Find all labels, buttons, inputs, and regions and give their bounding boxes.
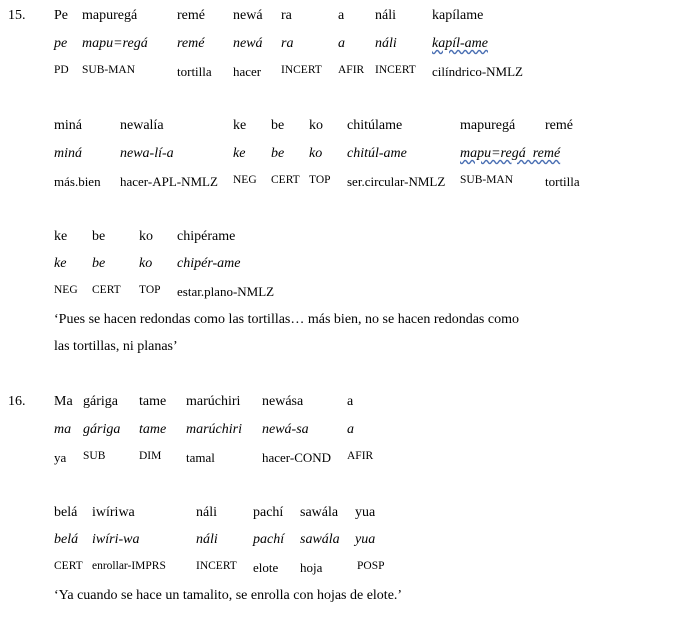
morpheme: iwíri-wa (92, 532, 140, 547)
word-line (0, 394, 699, 414)
word: newása (262, 394, 304, 409)
gloss-line (0, 560, 699, 580)
gloss: INCERT (375, 64, 416, 76)
gloss: CERT (271, 174, 300, 186)
word: pachí (253, 505, 284, 520)
morpheme: náli (375, 36, 397, 51)
gloss: tortilla (545, 174, 580, 189)
word: gáriga (83, 394, 118, 409)
morpheme: ra (281, 36, 294, 51)
morpheme-line (0, 532, 699, 552)
morpheme-line (0, 36, 699, 56)
word: marúchiri (186, 394, 241, 409)
word: Ma (54, 394, 73, 409)
word: newalía (120, 118, 164, 133)
morpheme: mapu=regá (82, 36, 148, 51)
word: tame (139, 394, 167, 409)
free-translation: las tortillas, ni planas’ (54, 339, 178, 354)
morpheme: miná (54, 146, 82, 161)
gloss-line (0, 284, 699, 304)
word: belá (54, 505, 78, 520)
word: kapílame (432, 8, 484, 23)
example-number: 15. (8, 8, 26, 23)
morpheme: ko (309, 146, 323, 161)
morpheme: newa-lí-a (120, 146, 174, 161)
free-translation: ‘Ya cuando se hace un tamalito, se enrolla con hojas de elote.’ (54, 588, 403, 603)
gloss: SUB-MAN (82, 64, 136, 76)
gloss: elote (253, 560, 279, 575)
word: a (338, 8, 345, 23)
morpheme: a (347, 422, 354, 437)
gloss: TOP (139, 284, 161, 296)
morpheme: belá (54, 532, 79, 547)
word: remé (545, 118, 573, 133)
gloss: DIM (139, 450, 162, 462)
word: yua (355, 505, 376, 520)
morpheme: a (338, 36, 345, 51)
word: ke (54, 229, 68, 244)
gloss-line (0, 450, 699, 470)
morpheme-line (0, 422, 699, 442)
word: sawála (300, 505, 339, 520)
gloss: estar.plano-NMLZ (177, 284, 275, 299)
word: be (92, 229, 106, 244)
gloss: INCERT (196, 560, 237, 572)
word: Pe (54, 8, 68, 23)
gloss: hacer-APL-NMLZ (120, 174, 218, 189)
gloss: más.bien (54, 174, 101, 189)
word: náli (375, 8, 396, 23)
morpheme-line (0, 146, 699, 166)
word: ke (233, 118, 247, 133)
word: remé (177, 8, 205, 23)
word: ra (281, 8, 292, 23)
word-line (0, 118, 699, 138)
gloss-line (0, 174, 699, 194)
morpheme: be (92, 256, 106, 271)
word: mapuregá (460, 118, 516, 133)
word: ko (139, 229, 153, 244)
morpheme-spellcheck: mapu=regá remé (460, 146, 561, 161)
morpheme: chipér-ame (177, 256, 241, 271)
gloss: INCERT (281, 64, 322, 76)
morpheme-spellcheck: kapíl-ame (432, 36, 488, 51)
gloss: AFIR (338, 64, 365, 76)
morpheme: marúchiri (186, 422, 242, 437)
gloss: tortilla (177, 64, 212, 79)
gloss-line (0, 64, 699, 84)
word: a (347, 394, 354, 409)
word: chitúlame (347, 118, 403, 133)
word: mapuregá (82, 8, 138, 23)
word-line (0, 229, 699, 249)
word: iwíriwa (92, 505, 135, 520)
morpheme-line (0, 256, 699, 276)
morpheme: ke (233, 146, 246, 161)
gloss: SUB-MAN (460, 174, 514, 186)
word-line (0, 8, 699, 28)
gloss: CERT (92, 284, 121, 296)
gloss: NEG (233, 174, 257, 186)
word: newá (233, 8, 263, 23)
morpheme: ma (54, 422, 72, 437)
gloss: AFIR (347, 450, 374, 462)
gloss: NEG (54, 284, 78, 296)
word: chipérame (177, 229, 236, 244)
morpheme: remé (177, 36, 205, 51)
example-number: 16. (8, 394, 26, 409)
gloss: ya (54, 450, 67, 465)
morpheme: ko (139, 256, 153, 271)
morpheme: náli (196, 532, 218, 547)
gloss: hacer (233, 64, 262, 79)
morpheme: chitúl-ame (347, 146, 407, 161)
free-translation: ‘Pues se hacen redondas como las tortillas… más bien, no se hacen redondas como (54, 312, 519, 327)
morpheme: sawála (300, 532, 340, 547)
gloss: SUB (83, 450, 106, 462)
gloss: PD (54, 64, 69, 76)
gloss: TOP (309, 174, 331, 186)
gloss: enrollar-IMPRS (92, 560, 166, 572)
morpheme: be (271, 146, 285, 161)
morpheme: newá (233, 36, 263, 51)
morpheme: newá-sa (262, 422, 309, 437)
gloss: tamal (186, 450, 215, 465)
gloss: cilíndrico-NMLZ (432, 64, 523, 79)
gloss: POSP (357, 560, 385, 572)
gloss: hacer-COND (262, 450, 332, 465)
word-line (0, 505, 699, 525)
morpheme: pe (54, 36, 68, 51)
morpheme: ke (54, 256, 67, 271)
morpheme: tame (139, 422, 167, 437)
gloss: CERT (54, 560, 83, 572)
word: miná (54, 118, 82, 133)
word: náli (196, 505, 217, 520)
morpheme: gáriga (83, 422, 121, 437)
gloss: ser.circular-NMLZ (347, 174, 446, 189)
morpheme: yua (355, 532, 376, 547)
gloss: hoja (300, 560, 323, 575)
word: be (271, 118, 285, 133)
morpheme: pachí (253, 532, 285, 547)
word: ko (309, 118, 323, 133)
